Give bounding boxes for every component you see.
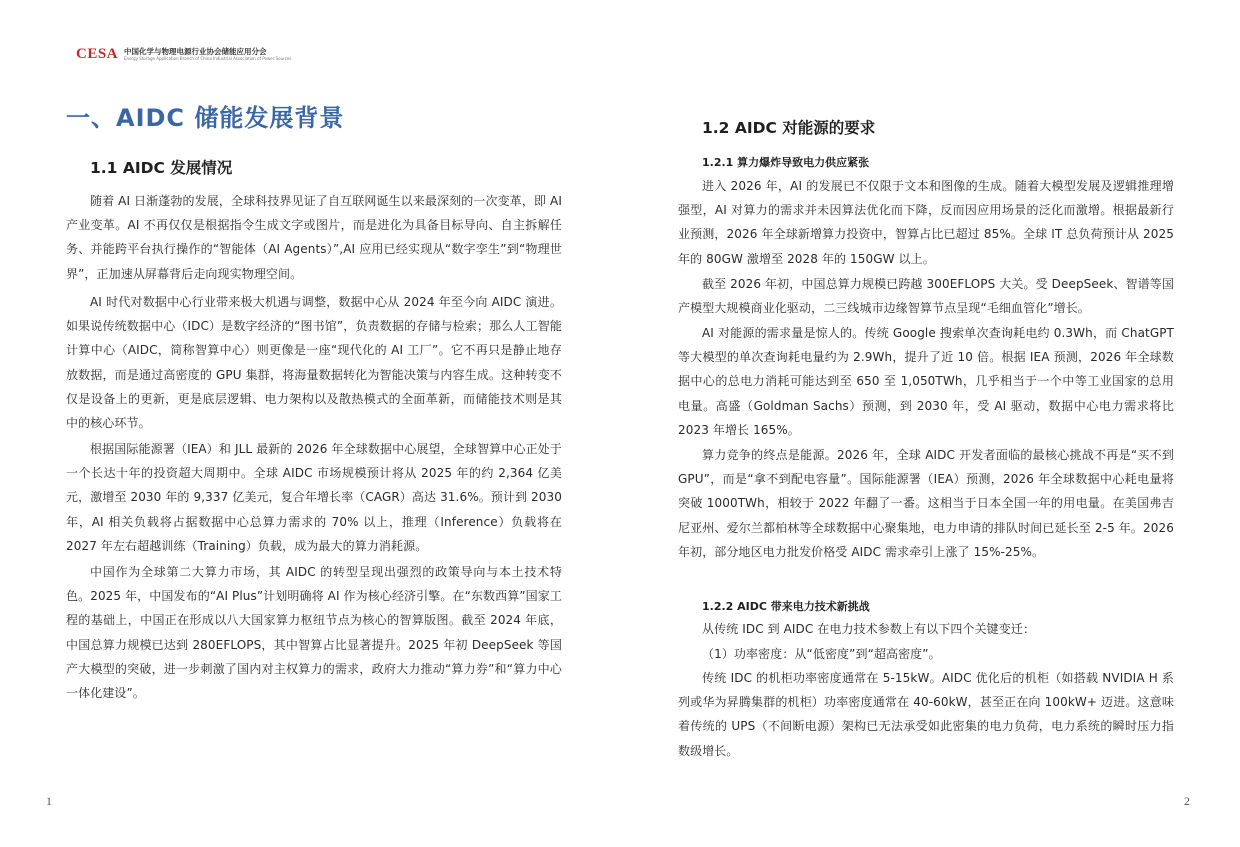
logo-mark: CESA	[76, 46, 119, 62]
paragraph: 截至 2026 年初，中国总算力规模已跨越 300EFLOPS 大关。受 DeepSeek、智谱等国产模型大规模商业化驱动，二三线城市边缘智算节点呈现“毛细血管化”增长。	[678, 277, 1174, 316]
paragraph: （1）功率密度：从“低密度”到“超高密度”。	[702, 647, 941, 661]
subsection-title-1-2-2: 1.2.2 AIDC 带来电力技术新挑战	[702, 600, 870, 613]
chapter-title: 一、AIDC 储能发展背景	[66, 104, 345, 132]
subsection-title-1-2-1: 1.2.1 算力爆炸导致电力供应紧张	[702, 156, 870, 169]
paragraph: 传统 IDC 的机柜功率密度通常在 5-15kW。AIDC 优化后的机柜（如搭载 NVIDIA H 系列或华为昇腾集群的机柜）功率密度通常在 40-60kW，甚至正在向 100kW+ 迈进。这意味着传统的 UPS（不间断电源）架构已无法承受如此密集的电力负荷，电力系统的瞬时压力指数级增长。	[678, 671, 1174, 758]
section-title-1-1: 1.1 AIDC 发展情况	[90, 159, 233, 177]
paragraph: AI 时代对数据中心行业带来极大机遇与调整，数据中心从 2024 年至今向 AIDC 演进。如果说传统数据中心（IDC）是数字经济的“图书馆”，负责数据的存储与检索；那么人工智能计算中心（AIDC，简称智算中心）则更像是一座“现代化的 AI 工厂”。它不再只是静止地存放数据，而是通过高密度的 GPU 集群，将海量数据转化为智能决策与内容生成。这种转变不仅是设备上的更新，更是底层逻辑、电力架构以及散热模式的全面革新，而储能技术则是其中的核心环节。	[66, 295, 562, 431]
paragraph: 中国作为全球第二大算力市场，其 AIDC 的转型呈现出强烈的政策导向与本土技术特色。2025 年，中国发布的“AI Plus”计划明确将 AI 作为核心经济引擎。在“东数西算”国家工程的基础上，中国正在形成以八大国家算力枢纽节点为核心的智算版图。截至 2024 年底，中国总算力规模已达到 280EFLOPS，其中智算占比显著提升。2025 年初 DeepSeek 等国产大模型的突破，进一步刺激了国内对主权算力的需求，政府大力推动“算力券”和“算力中心一体化建设”。	[66, 565, 562, 701]
section-title-1-2: 1.2 AIDC 对能源的要求	[702, 119, 876, 137]
org-name-cn: 中国化学与物理电源行业协会储能应用分会	[124, 47, 267, 56]
paragraph: 进入 2026 年，AI 的发展已不仅限于文本和图像的生成。随着大模型发展及逻辑推理增强型，AI 对算力的需求并未因算法优化而下降，反而因应用场景的泛化而激增。根据最新行业预测，2026 年全球新增算力投资中，智算占比已超过 85%。全球 IT 总负荷预计从 2025 年的 80GW 激增至 2028 年的 150GW 以上。	[678, 179, 1174, 266]
paragraph: 根据国际能源署（IEA）和 JLL 最新的 2026 年全球数据中心展望，全球智算中心正处于一个长达十年的投资超大周期中。全球 AIDC 市场规模预计将从 2025 年的约 2,364 亿美元，激增至 2030 年的 9,337 亿美元，复合年增长率（CAGR）高达 31.6%。预计到 2030 年，AI 相关负载将占据数据中心总算力需求的 70% 以上，推理（Inference）负载将在 2027 年左右超越训练（Training）负载，成为最大的算力消耗源。	[66, 442, 562, 553]
paragraph: 随着 AI 日渐蓬勃的发展，全球科技界见证了自互联网诞生以来最深刻的一次变革，即 AI 产业变革。AI 不再仅仅是根据指令生成文字或图片，而是进化为具备目标导向、自主拆解任务、并能跨平台执行操作的“智能体（AI Agents）”,AI 应用已经实现从“数字孪生”到“物理世界”，正加速从屏幕背后走向现实物理空间。	[66, 194, 562, 281]
paragraph: 算力竞争的终点是能源。2026 年，全球 AIDC 开发者面临的最核心挑战不再是“买不到 GPU”，而是“拿不到配电容量”。国际能源署（IEA）预测，2026 年全球数据中心耗电量将突破 1000TWh，相较于 2022 年翻了一番。这相当于日本全国一年的用电量。在美国弗吉尼亚州、爱尔兰都柏林等全球数据中心聚集地，电力申请的排队时间已延长至 2-5 年。2026 年初，部分地区电力批发价格受 AIDC 需求牵引上涨了 15%-25%。	[678, 448, 1174, 559]
page-number: 1	[46, 794, 52, 808]
page-number: 2	[1184, 794, 1190, 808]
paragraph: AI 对能源的需求量是惊人的。传统 Google 搜索单次查询耗电约 0.3Wh，而 ChatGPT 等大模型的单次查询耗电量约为 2.9Wh，提升了近 10 倍。根据 IEA 预测，2026 年全球数据中心的总电力消耗可能达到至 650 至 1,050TWh，几乎相当于一个中等工业国家的总用电量。高盛（Goldman Sachs）预测，到 2030 年，受 AI 驱动，数据中心电力需求将比 2023 年增长 165%。	[678, 326, 1174, 437]
logo-text	[124, 47, 291, 62]
paragraph: 从传统 IDC 到 AIDC 在电力技术参数上有以下四个关键变迁：	[702, 622, 1036, 636]
right-page	[620, 0, 1240, 847]
org-name-en: Energy Storage Application Branch of China Industrial Association of Power Sources	[124, 56, 292, 61]
cesa-logo	[76, 46, 291, 63]
